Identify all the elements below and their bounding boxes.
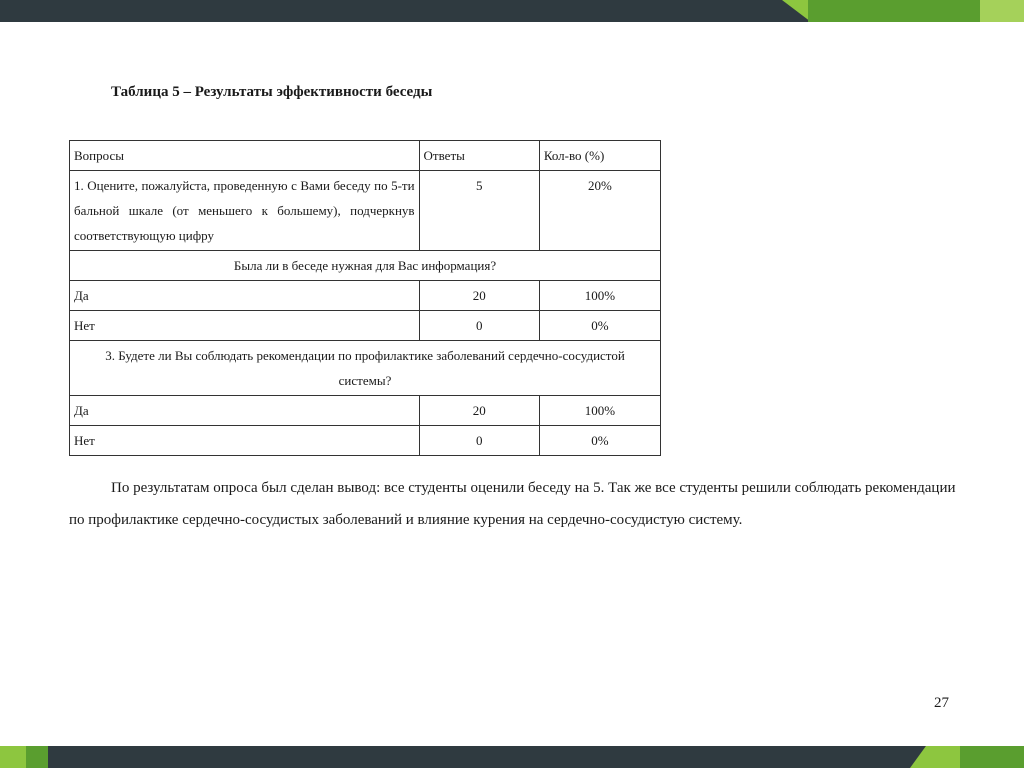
header-questions: Вопросы [70, 141, 420, 171]
conclusion-paragraph: По результатам опроса был сделан вывод: все студенты оценили беседу на 5. Так же все студенты решили соблюдать рекомендации по профилактике сердечно-сосудистых заболеваний и влияние курения на сердечно-сосудистую систему. [69, 480, 956, 528]
bottom-decor-bar [0, 746, 1024, 768]
page-number: 27 [934, 695, 949, 711]
header-percent: Кол-во (%) [539, 141, 660, 171]
header-answers: Ответы [419, 141, 539, 171]
q2-no-answer: 0 [419, 311, 539, 341]
question-1-answer: 5 [419, 171, 539, 251]
q3-no-answer: 0 [419, 426, 539, 456]
q3-no-percent: 0% [539, 426, 660, 456]
table-row [70, 171, 661, 251]
q2-yes-answer: 20 [419, 281, 539, 311]
table-header-row [70, 141, 661, 171]
question-1-percent: 20% [539, 171, 660, 251]
q2-yes-percent: 100% [539, 281, 660, 311]
table-section-row [70, 251, 661, 281]
table-row [70, 396, 661, 426]
table-section-row [70, 341, 661, 396]
table-row [70, 281, 661, 311]
q3-no-label: Нет [70, 426, 420, 456]
q2-yes-label: Да [70, 281, 420, 311]
q2-no-percent: 0% [539, 311, 660, 341]
question-2-text: Была ли в беседе нужная для Вас информация? [70, 251, 661, 281]
results-table [69, 140, 661, 456]
table-caption: Таблица 5 – Результаты эффективности беседы [111, 84, 433, 100]
question-3-text: 3. Будете ли Вы соблюдать рекомендации по профилактике заболеваний сердечно-сосудистой системы? [70, 341, 661, 396]
table-row [70, 311, 661, 341]
q3-yes-label: Да [70, 396, 420, 426]
table-row [70, 426, 661, 456]
q2-no-label: Нет [70, 311, 420, 341]
question-1-text: 1. Оцените, пожалуйста, проведенную с Вами беседу по 5-ти бальной шкале (от меньшего к большему), подчеркнув соответствующую цифру [70, 171, 420, 251]
q3-yes-percent: 100% [539, 396, 660, 426]
bottom-left-green-accent [0, 746, 26, 768]
bottom-right-dark-green-accent [960, 746, 1024, 768]
top-light-green-accent [980, 0, 1024, 22]
q3-yes-answer: 20 [419, 396, 539, 426]
